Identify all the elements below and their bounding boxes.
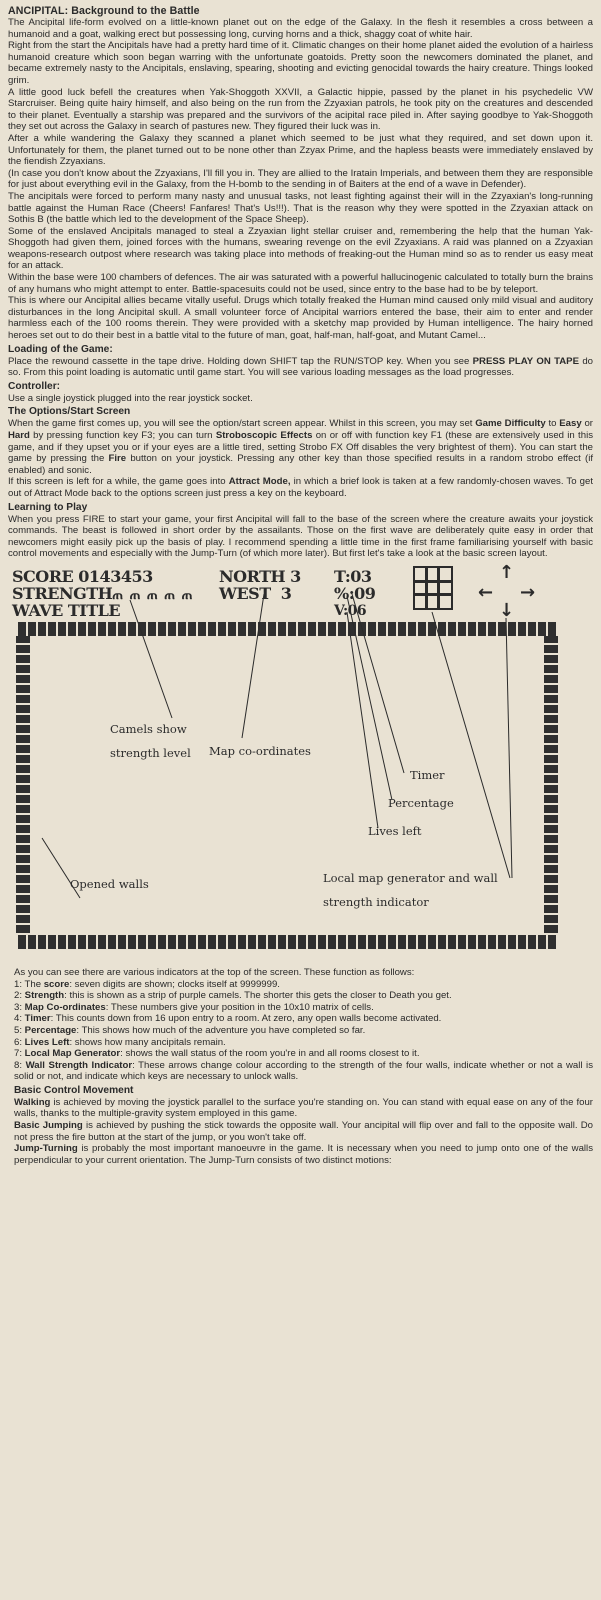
arrow-up-icon: ↑ [499, 561, 515, 583]
item-text: : These arrows change colour according to the strength of the four walls, indicate whether or not a wall is solid or not, and indicate which keys are necessary to unlock walls. [14, 1059, 593, 1083]
item-text: : These numbers give your position in the 10x10 matrix of cells. [105, 1001, 374, 1013]
controller-text: Use a single joystick plugged into the rear joystick socket. [8, 392, 253, 404]
attract-text-part: If this screen is left for a while, the game goes into [8, 476, 229, 488]
jumping-term: Basic Jumping [14, 1120, 83, 1132]
walking-text [14, 1097, 593, 1120]
callout-lines [12, 566, 572, 961]
background-paragraph: (In case you don't know about the Zzyaxians, I'll fill you in. They are allied to the Iratain Imperials, and between them they are responsible for just about everything evil in the Galaxy, from the H-bomb to the sending in of Baiters at the end of a wave in Defender). [8, 167, 593, 191]
options-text-part: to [545, 418, 560, 430]
options-title: The Options/Start Screen [8, 406, 131, 418]
label-map: Map co-ordinates [209, 743, 311, 758]
hud-north: NORTH 3 [219, 566, 301, 586]
jumping-desc: is achieved by pushing the stick towards the opposite wall. Your ancipital will flip over and fall to the opposite wall. Do not press the fire button at the start of the jump, or you won't take off. [14, 1120, 593, 1143]
background-paragraph: The ancipitals were forced to perform many nasty and unusual tasks, not least fighting against their will in the Zzyaxian's long-running battle against the Human Race (Cheers! Fanfares! That's Us!!!). That is the reason why they were spotted in the Zzyaxian attack on Sothis B (the battle which led to the development of the Space Sheep). [8, 190, 593, 226]
list-item [14, 1002, 593, 1014]
list-item [14, 1013, 593, 1025]
label-timer: Timer [410, 767, 445, 782]
item-text: : seven digits are shown; clocks itself at 9999999. [69, 978, 280, 990]
label-local-map-2: strength indicator [323, 894, 429, 909]
item-number: 3: [14, 1001, 25, 1013]
item-text: : This counts down from 16 upon entry to a room. At zero, any open walls become activated. [50, 1013, 442, 1025]
loading-text-part: do so. From this point loading is automatic until game start. You will see various loading messages as the load progresses. [8, 355, 593, 379]
attract-text [8, 476, 593, 499]
hud-lives: V:06 [334, 602, 367, 619]
basic-control-title: Basic Control Movement [14, 1084, 134, 1096]
item-term: Local Map Generator [24, 1048, 121, 1060]
item-term: Wall Strength Indicator [25, 1059, 133, 1071]
arrow-down-icon: ↓ [499, 599, 515, 621]
hud-west: WEST 3 [219, 583, 292, 603]
jump-turning-term: Jump-Turning [14, 1143, 78, 1155]
item-number: 6: [14, 1036, 25, 1048]
item-number: 2: [14, 990, 25, 1002]
hud-timer: T:03 [334, 566, 372, 586]
hud-percent: %:09 [334, 583, 376, 603]
options-bold: Game Difficulty [475, 418, 546, 430]
item-term: Timer [24, 1013, 51, 1025]
loading-text [8, 356, 593, 379]
background-paragraph: After a while wandering the Galaxy they scanned a planet which seemed to be just what they required, and set down upon it. Unfortunately for them, the planet turned out to be none other than Zzyax Prime, and the hapless beasts were immediately enslaved by the fiendish Zzyaxians. [8, 132, 593, 168]
options-bold: Easy [559, 418, 582, 430]
screen-layout-diagram [12, 561, 572, 961]
label-local-map: Local map generator and wall [323, 870, 498, 885]
jumping-text [14, 1120, 593, 1143]
indicator-list [14, 979, 593, 1083]
background-paragraph: Some of the enslaved Ancipitals managed to steal a Zzyaxian light stellar cruiser and, remembering the help that the human Yak-Shoggoth had given them, joined forces with the humans, swearing revenge on the evil Zzyaxians. A raid was planned on a Zzyaxian weapons-research outpost where research was taking place into methods of freaking-out the Human mind so as to render us easy meat for an attack. [8, 225, 593, 272]
loading-title: Loading of the Game: [8, 343, 113, 355]
hud-strength-label: STRENGTH [12, 583, 113, 603]
list-item [14, 979, 593, 991]
list-item [14, 1037, 593, 1049]
item-number: 7: [14, 1048, 25, 1060]
options-text-part: button on your joystick. Pressing any other key than those specified results in a random strobo effect (if enabled) and sonic. [8, 453, 593, 476]
learning-text: When you press FIRE to start your game, your first Ancipital will fall to the base of the screen where the creature awaits your joystick commands. The beast is followed in short order by the assailants. Those on the first wave are deliberately quite easy in order that newcomers might easily pick up the basis of play. I recommend spending a little time in the first frame familiarising yourself with basic control movements and especially with the Jump-Turn (of which more later). But first let's take a look at the basic screen layout. [8, 513, 593, 560]
list-item [14, 1025, 593, 1037]
background-paragraph: A little good luck befell the creatures when Yak-Shoggoth XXVII, a Galactic hippie, passed by the planet in his psychedelic VW Starcruiser. Being quite hairy himself, and also being on the run from the Zzyaxian patrols, he took pity on the creatures and descended to their planet. Eventually a starship was prepared and the survivors of the acipital race piled in. After saying goodbye to Yak-Shoggoth they set out across the Galaxy in search of pastures new. They figured their luck was in. [8, 86, 593, 133]
walking-term: Walking [14, 1096, 51, 1108]
item-text: : this is shown as a strip of purple camels. The shorter this gets the closer to Death you get. [64, 990, 452, 1002]
item-number: 4: [14, 1013, 25, 1025]
item-text: : shows the wall status of the room you're in and all rooms closest to it. [120, 1048, 420, 1060]
label-opened-walls: Opened walls [70, 876, 149, 891]
item-text: : This shows how much of the adventure you have completed so far. [76, 1024, 366, 1036]
label-percentage: Percentage [388, 795, 454, 810]
camel-icons: ጠ ጠ ጠ ጠ ጠ [112, 587, 194, 603]
list-item [14, 990, 593, 1002]
label-camels-2: strength level [110, 745, 191, 760]
walking-desc: is achieved by moving the joystick parallel to the surface you're standing on. You can stand with equal ease on any of the four walls, thanks to the multiple-gravity system employed in this game. [14, 1096, 593, 1120]
item-number: 5: [14, 1024, 25, 1036]
arrow-left-icon: ← [478, 581, 494, 603]
jump-turning-desc: is probably the most important manoeuvre in the game. It is necessary when you need to jump onto one of the walls perpendicular to your current orientation. The Jump-Turn consists of two distinct motions: [14, 1143, 593, 1166]
options-bold: Fire [108, 453, 127, 465]
options-bold: Hard [8, 430, 30, 441]
options-text-part: by pressing function key F3; you can turn [29, 430, 216, 441]
item-number: 1: The [14, 978, 44, 990]
background-paragraph: Right from the start the Ancipitals have had a pretty hard time of it. Climatic changes on their home planet aided the evolution of a hairless humanoid creature which soon began warring with the unfortunate goatoids. Pretty soon the newcomers dominated the planet, and became extremely nasty to the Ancipitals, enslaving, spearing, shooting and evicting genocidal towards the hairy creature. Things looked grim. [8, 40, 593, 86]
loading-bold: PRESS PLAY ON TAPE [472, 355, 579, 367]
controller-title: Controller: [8, 380, 61, 392]
item-term: Lives Left [24, 1036, 70, 1048]
jump-turning-text [14, 1143, 593, 1166]
hud-wave-title: WAVE TITLE [12, 600, 121, 620]
background-title: ANCIPITAL: Background to the Battle [8, 5, 200, 17]
background-paragraph: This is where our Ancipital allies became vitally useful. Drugs which totally freaked the Human mind caused only mild visual and auditory disturbances in the long Ancipital skull. A small volunteer force of Ancipital warriors entered the base, their aim to enter and render harmless each of the 100 rooms therein. They were provided with a sketchy map provided by Human intelligence. The hairy horned heroes set out to do their best in a battle vital to the future of man, goat, half-man, half-goat, and Mutant Camel... [8, 295, 593, 342]
options-text-part: or [581, 418, 593, 430]
indicators-intro: As you can see there are various indicators at the top of the screen. These function as follows: [14, 966, 415, 978]
background-paragraph: The Ancipital life-form evolved on a little-known planet out on the edge of the Galaxy. In the flesh it resembles a cross between a humanoid and a goat, walking erect but possessing long, curving horns and a thick, shaggy coat of white hair. [8, 17, 593, 40]
attract-text-part: in which a brief look is taken at a few randomly-chosen waves. To get out of Attract Mode back to the options screen just press a key on the keyboard. [8, 476, 594, 499]
hud-score: SCORE 0143453 [12, 566, 153, 586]
item-number: 8: [14, 1059, 26, 1071]
label-camels: Camels show [110, 721, 187, 736]
item-term: score [43, 978, 70, 990]
attract-bold: Attract Mode, [228, 476, 291, 488]
list-item [14, 1060, 593, 1083]
label-lives: Lives left [368, 823, 422, 838]
options-bold: Stroboscopic Effects [215, 430, 313, 441]
options-text [8, 418, 593, 476]
options-text-part: When the game first comes up, you will see the option/start screen appear. Whilst in this screen, you may set [8, 418, 476, 430]
background-section [8, 17, 593, 342]
learning-title: Learning to Play [8, 501, 88, 513]
item-term: Strength [24, 990, 65, 1002]
item-term: Percentage [24, 1024, 77, 1036]
options-text-part: on or off with function key F1 (these are extensively used in this game, and if they upset you or if your eyes are a little tired, setting Strobo FX Off disables the very brightest of them). You can start the game by pressing the [8, 430, 593, 465]
item-text: : shows how many ancipitals remain. [69, 1036, 226, 1048]
list-item [14, 1048, 593, 1060]
background-paragraph: Within the base were 100 chambers of defences. The air was saturated with a powerful hallucinogenic calculated to totally burn the brains of any humans who might attempt to enter. Battle-spacesuits could not be used, since entry to the base had to be by teleport. [8, 272, 593, 295]
item-term: Map Co-ordinates [24, 1001, 106, 1013]
arrow-right-icon: → [520, 581, 536, 603]
loading-text-part: Place the rewound cassette in the tape drive. Holding down SHIFT tap the RUN/STOP key. When you see [8, 355, 473, 367]
